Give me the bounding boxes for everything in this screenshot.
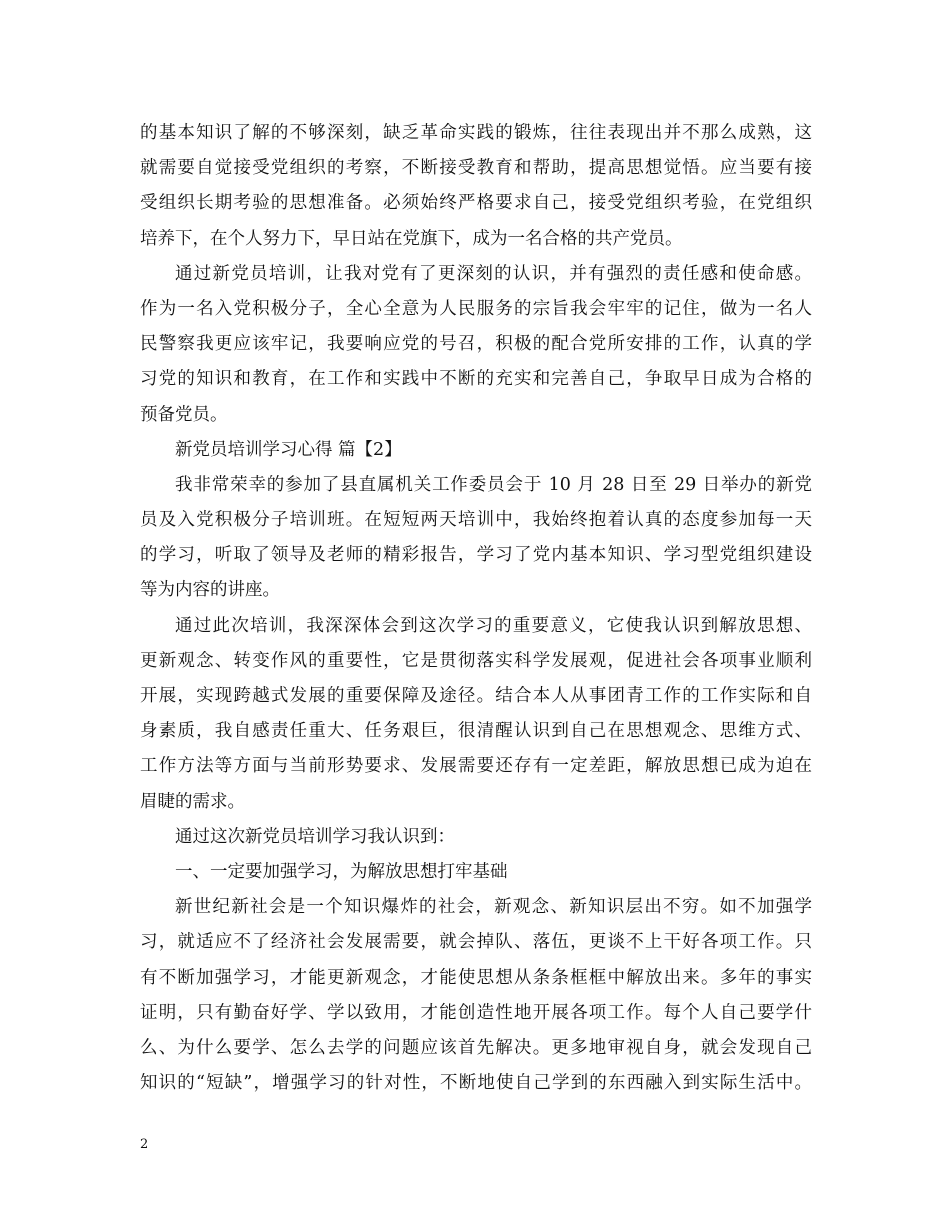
body-text-line: 员及入党积极分子培训班。在短短两天培训中，我始终抱着认真的态度参加每一天 <box>140 510 812 531</box>
body-text-line: 的基本知识了解的不够深刻，缺乏革命实践的锻炼，往往表现出并不那么成熟，这 <box>140 123 812 143</box>
body-text-line: 习，就适应不了经济社会发展需要，就会掉队、落伍，更谈不上干好各项工作。只 <box>140 932 812 953</box>
body-text-line: 我非常荣幸的参加了县直属机关工作委员会于 10 月 28 日至 29 日举办的新党 <box>175 474 812 495</box>
document-body <box>140 116 812 1101</box>
subsection-heading: 一、一定要加强学习，为解放思想打牢基础 <box>175 861 508 882</box>
body-text-line: 证明，只有勤奋好学、学以致用，才能创造性地开展各项工作。每个人自己要学什 <box>140 1002 812 1023</box>
body-text-line: 等为内容的讲座。 <box>140 580 280 601</box>
body-text-line: 习党的知识和教育，在工作和实践中不断的充实和完善自己，争取早日成为合格的 <box>140 369 812 390</box>
body-text-line: 受组织长期考验的思想准备。必须始终严格要求自己，接受党组织考验，在党组织 <box>140 193 812 214</box>
body-text-line: 工作方法等方面与当前形势要求、发展需要还存有一定差距，解放思想已成为迫在 <box>140 756 812 777</box>
body-text-line: 眉睫的需求。 <box>140 791 245 812</box>
page-number: 2 <box>140 1137 149 1152</box>
body-text-line: 作为一名入党积极分子，全心全意为人民服务的宗旨我会牢牢的记住，做为一名人 <box>140 298 812 319</box>
body-text-line: 更新观念、转变作风的重要性，它是贯彻落实科学发展观，促进社会各项事业顺利 <box>140 650 812 671</box>
section-heading: 新党员培训学习心得 篇【2】 <box>175 439 402 460</box>
body-text-line: 通过新党员培训，让我对党有了更深刻的认识，并有强烈的责任感和使命感。 <box>175 263 812 284</box>
body-text-line: 就需要自觉接受党组织的考察，不断接受教育和帮助，提高思想觉悟。应当要有接 <box>140 158 812 179</box>
body-text-line: 通过这次新党员培训学习我认识到： <box>175 826 455 847</box>
body-text-line: 开展，实现跨越式发展的重要保障及途径。结合本人从事团青工作的工作实际和自 <box>140 686 812 706</box>
body-text-line: 的学习，听取了领导及老师的精彩报告，学习了党内基本知识、学习型党组织建设 <box>140 545 812 566</box>
body-text-line: 民警察我更应该牢记，我要响应党的号召，积极的配合党所安排的工作，认真的学 <box>140 334 812 355</box>
body-text-line: 通过此次培训，我深深体会到这次学习的重要意义，它使我认识到解放思想、 <box>175 615 812 636</box>
body-text-line: 预备党员。 <box>140 404 228 425</box>
body-text-line: 身素质，我自感责任重大、任务艰巨，很清醒认识到自己在思想观念、思维方式、 <box>140 721 812 742</box>
body-text-line: 有不断加强学习，才能更新观念，才能使思想从条条框框中解放出来。多年的事实 <box>140 967 812 988</box>
body-text-line: 知识的“短缺”，增强学习的针对性，不断地使自己学到的东西融入到实际生活中。 <box>140 1073 812 1094</box>
body-text-line: 新世纪新社会是一个知识爆炸的社会，新观念、新知识层出不穷。如不加强学 <box>175 897 812 918</box>
body-text-line: 培养下，在个人努力下，早日站在党旗下，成为一名合格的共产党员。 <box>140 228 683 249</box>
body-text-line: 么、为什么要学、怎么去学的问题应该首先解决。更多地审视自身，就会发现自己 <box>140 1037 812 1058</box>
